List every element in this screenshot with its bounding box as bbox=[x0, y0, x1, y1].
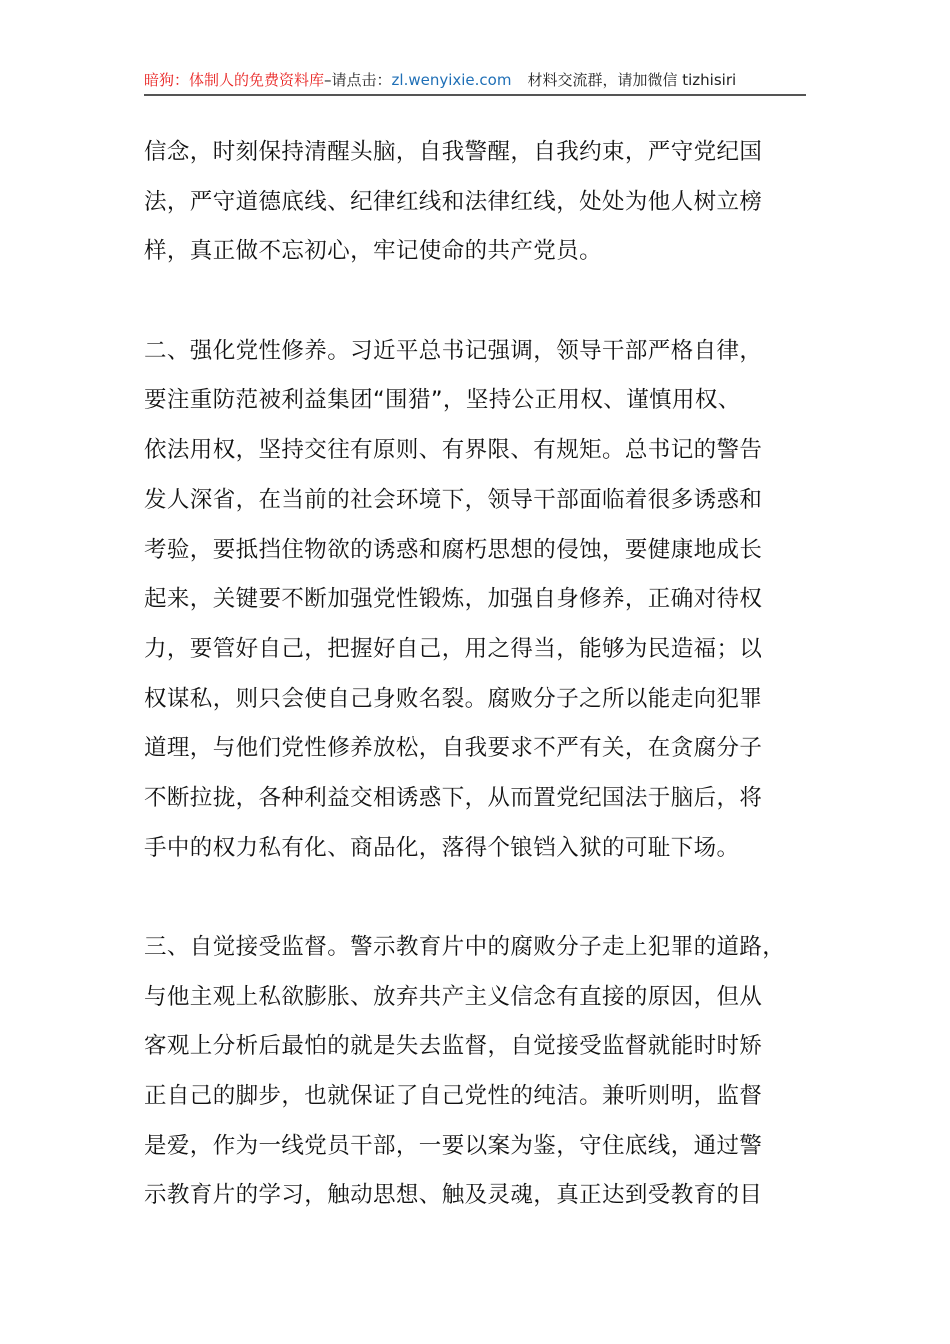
header-brand: 暗狗：体制人的免费资料库 bbox=[144, 71, 325, 89]
text-line: 二、强化党性修养。习近平总书记强调，领导干部严格自律， bbox=[144, 337, 763, 364]
text-line: 权谋私，则只会使自己身败名裂。腐败分子之所以能走向犯罪 bbox=[144, 685, 763, 712]
header-note: 材料交流群，请加微信 tizhisiri bbox=[527, 71, 737, 89]
paragraph-spacer bbox=[144, 277, 816, 327]
paragraph-3 bbox=[144, 923, 816, 1221]
text-line: 依法用权，坚持交往有原则、有界限、有规矩。总书记的警告 bbox=[144, 437, 763, 464]
text-line: 样，真正做不忘初心，牢记使命的共产党员。 bbox=[144, 238, 603, 265]
text-line: 要注重防范被利益集团“围猎”，坚持公正用权、谨慎用权、 bbox=[144, 387, 741, 414]
text-line: 起来，关键要不断加强党性锻炼，加强自身修养，正确对待权 bbox=[144, 586, 763, 613]
text-line: 考验，要抵挡住物欲的诱惑和腐朽思想的侵蚀，要健康地成长 bbox=[144, 536, 763, 563]
paragraph-1 bbox=[144, 128, 816, 277]
text-line: 发人深省，在当前的社会环境下，领导干部面临着很多诱惑和 bbox=[144, 486, 763, 513]
text-line: 三、自觉接受监督。警示教育片中的腐败分子走上犯罪的道路， bbox=[144, 934, 786, 960]
header-prompt: –请点击： bbox=[324, 71, 392, 89]
text-line: 力，要管好自己，把握好自己，用之得当，能够为民造福；以 bbox=[144, 635, 763, 662]
text-line: 示教育片的学习，触动思想、触及灵魂，真正达到受教育的目 bbox=[144, 1182, 763, 1209]
text-line: 不断拉拢，各种利益交相诱惑下，从而置党纪国法于脑后，将 bbox=[144, 784, 763, 811]
text-line: 信念，时刻保持清醒头脑，自我警醒，自我约束，严守党纪国 bbox=[144, 139, 763, 165]
paragraph-spacer bbox=[144, 873, 816, 923]
header-link[interactable]: zl.wenyixie.com bbox=[391, 71, 512, 89]
document-body bbox=[144, 128, 816, 1221]
paragraph-2 bbox=[144, 327, 816, 874]
text-line: 客观上分析后最怕的就是失去监督，自觉接受监督就能时时矫 bbox=[144, 1033, 763, 1060]
page-header bbox=[144, 68, 806, 96]
text-line: 与他主观上私欲膨胀、放弃共产主义信念有直接的原因，但从 bbox=[144, 983, 763, 1010]
text-line: 手中的权力私有化、商品化，落得个锒铛入狱的可耻下场。 bbox=[144, 834, 740, 861]
text-line: 是爱，作为一线党员干部，一要以案为鉴，守住底线，通过警 bbox=[144, 1132, 763, 1159]
text-line: 法，严守道德底线、纪律红线和法律红线，处处为他人树立榜 bbox=[144, 188, 763, 215]
text-line: 正自己的脚步，也就保证了自己党性的纯洁。兼听则明，监督 bbox=[144, 1083, 763, 1110]
text-line: 道理，与他们党性修养放松，自我要求不严有关，在贪腐分子 bbox=[144, 735, 763, 762]
